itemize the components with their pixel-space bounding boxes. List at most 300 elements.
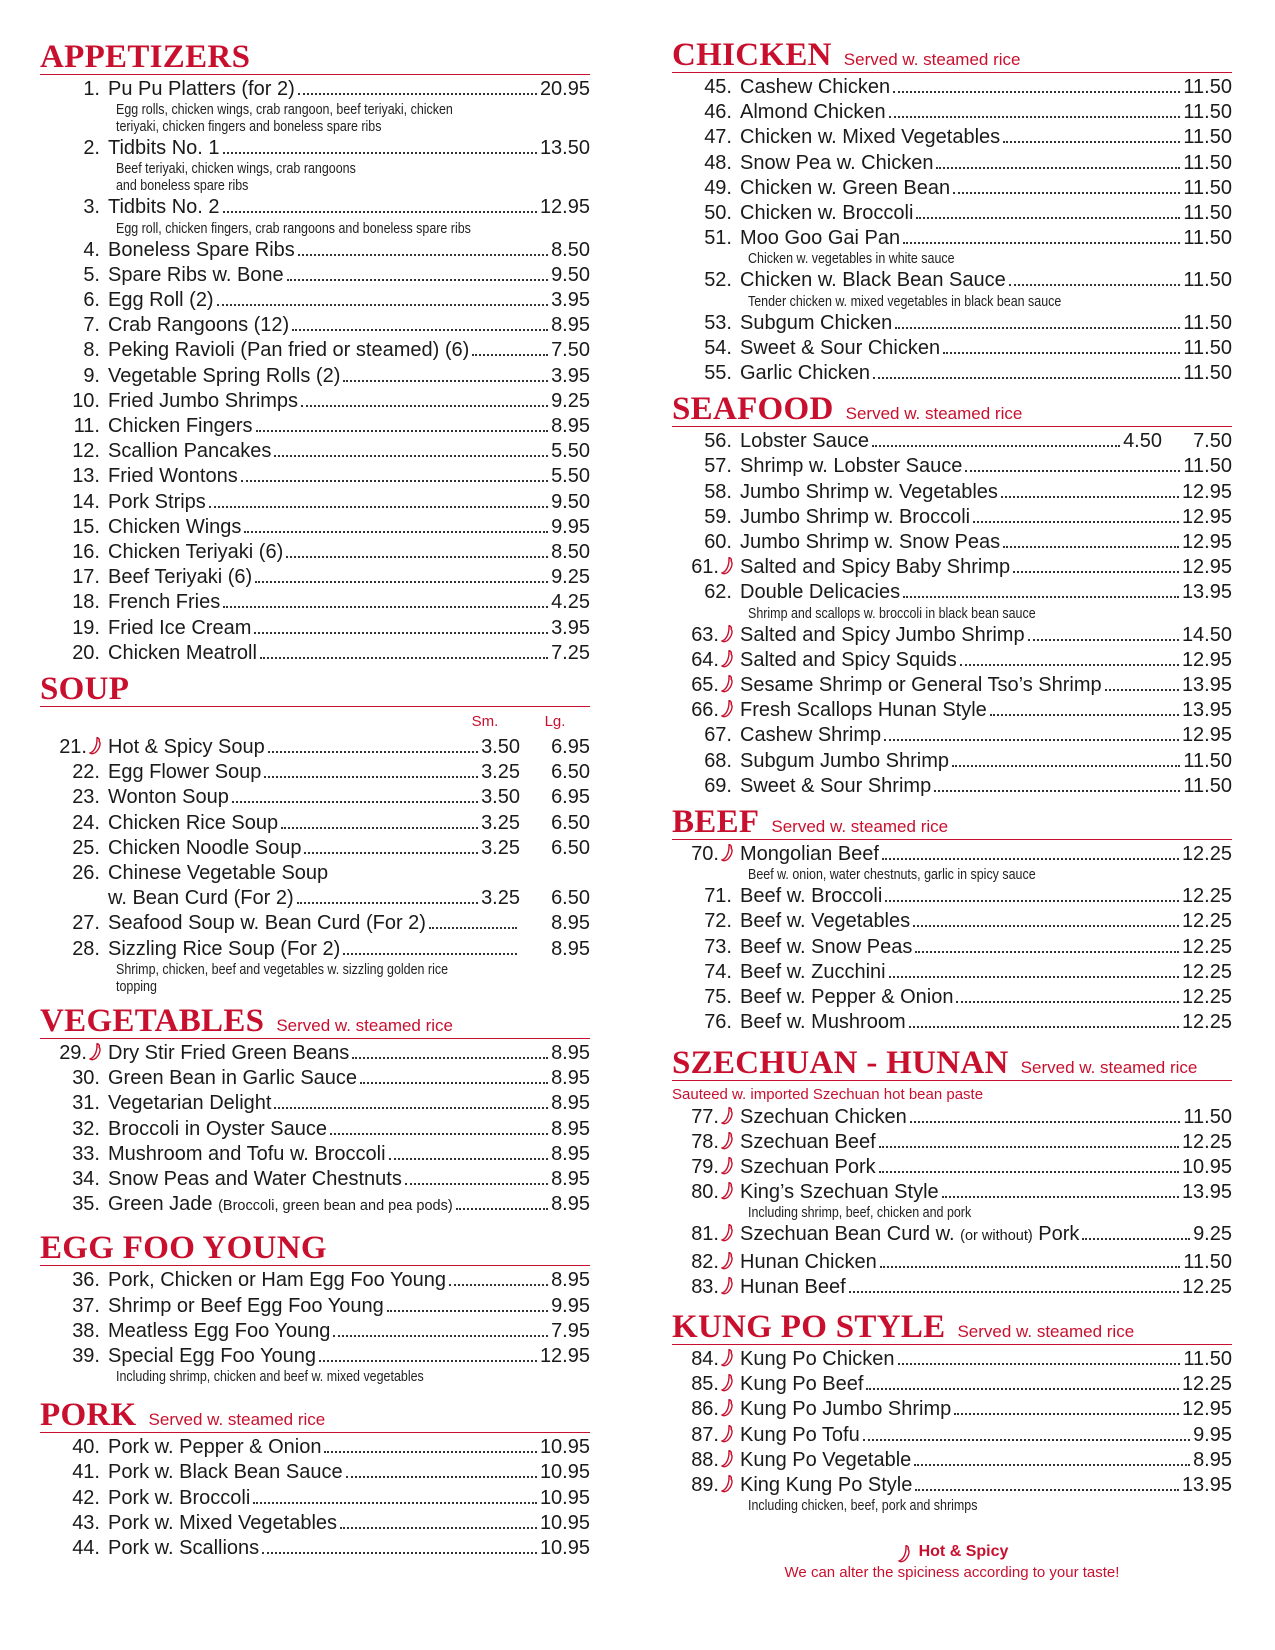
section-header: [672, 1046, 1232, 1081]
item-name: [108, 515, 241, 540]
section-header: [672, 805, 1232, 840]
item-number: [40, 1142, 108, 1167]
item-description: teriyaki, chicken fingers and boneless spare ribs: [116, 119, 382, 136]
dot-leader: [260, 657, 548, 659]
item-list: [40, 1435, 590, 1561]
item-price-large: 6.50: [551, 887, 590, 910]
section-vegetables: [40, 1004, 590, 1219]
chili-pepper-icon: [720, 650, 736, 668]
item-number: [40, 490, 108, 515]
item-number-text: 53.: [704, 311, 732, 334]
menu-item: [672, 884, 1232, 909]
item-name-text: Szechuan Chicken: [740, 1105, 907, 1128]
item-price: 12.95: [539, 196, 590, 219]
item-number-text: 5.: [83, 263, 100, 286]
item-name-text: Fresh Scallops Hunan Style: [740, 699, 987, 722]
menu-item-row: [672, 1222, 1232, 1249]
item-number-text: 87.: [691, 1423, 719, 1446]
menu-item-row: [672, 1473, 1232, 1498]
item-number: [672, 985, 740, 1010]
item-name-text: Chicken w. Green Bean: [740, 176, 951, 199]
item-name: [108, 288, 214, 313]
item-name: [740, 1372, 863, 1397]
dot-leader: [953, 192, 1180, 194]
item-name-text: Fried Jumbo Shrimps: [108, 389, 299, 412]
item-name-text: Jumbo Shrimp w. Broccoli: [740, 505, 971, 528]
item-name-text: Almond Chicken: [740, 101, 886, 124]
item-name: [108, 1117, 327, 1142]
item-number-text: 49.: [704, 176, 732, 199]
item-name: [740, 311, 892, 336]
item-name-text: Fried Ice Cream: [108, 616, 252, 639]
menu-item-row: [40, 195, 590, 220]
item-name-text: Jumbo Shrimp w. Vegetables: [740, 480, 998, 503]
menu-item-row: [40, 1117, 590, 1142]
item-number-text: 45.: [704, 76, 732, 98]
item-number: [672, 505, 740, 530]
dot-leader: [387, 1310, 548, 1312]
item-name: [108, 1091, 271, 1116]
item-description: Tender chicken w. mixed vegetables in black bean sauce: [748, 293, 1062, 310]
menu-item: [672, 985, 1232, 1010]
item-number-text: 10.: [72, 389, 100, 412]
item-number: [672, 1222, 740, 1247]
item-number: [672, 723, 740, 748]
item-number-text: 20.: [72, 641, 100, 664]
item-price: 10.95: [1181, 1155, 1232, 1178]
item-name: [108, 414, 253, 439]
item-number: [672, 1155, 740, 1180]
item-price: 3.95: [551, 616, 590, 639]
item-name-text: Beef Teriyaki (6): [108, 566, 253, 589]
item-number: [40, 1294, 108, 1319]
item-name: [740, 774, 931, 799]
item-price: 3.50: [481, 786, 520, 809]
dot-leader: [346, 1476, 537, 1478]
item-price: 13.95: [1181, 674, 1232, 697]
item-price: 12.25: [1181, 843, 1232, 866]
item-number: [672, 1372, 740, 1397]
menu-item: [672, 673, 1232, 698]
item-number: [672, 673, 740, 698]
item-number: [672, 1130, 740, 1155]
menu-item: [672, 1250, 1232, 1275]
item-price: 3.25: [481, 887, 520, 910]
chili-pepper-icon: [720, 625, 736, 643]
dot-leader: [913, 925, 1179, 927]
item-number-text: 82.: [691, 1250, 719, 1273]
item-number: [672, 580, 740, 605]
section-subtitle: Served w. steamed rice: [845, 404, 1023, 424]
item-number: [672, 226, 740, 251]
item-price: 4.50: [1123, 430, 1162, 453]
item-price: 10.95: [539, 1536, 590, 1559]
item-name-note: (or without): [960, 1228, 1033, 1245]
menu-item-row: [40, 1167, 590, 1192]
menu-item-row: [40, 1066, 590, 1091]
item-number-text: 6.: [83, 289, 100, 312]
item-number-text: 24.: [72, 811, 100, 834]
dot-leader: [352, 1057, 548, 1059]
item-name: [108, 590, 220, 615]
dot-leader: [262, 1552, 537, 1554]
item-list: [40, 77, 590, 666]
item-name: [108, 616, 251, 641]
chili-pepper-icon: [720, 700, 736, 718]
menu-item: [40, 1536, 590, 1561]
item-price-large: 6.95: [551, 736, 590, 759]
menu-item: [40, 414, 590, 439]
item-price: 11.50: [1183, 1347, 1232, 1370]
menu-item: [40, 1066, 590, 1091]
item-number-text: 13.: [72, 465, 100, 488]
item-description: Beef teriyaki, chicken wings, crab rangoons: [116, 161, 356, 178]
item-number-text: 18.: [72, 591, 100, 614]
dot-leader: [879, 1146, 1179, 1148]
section-title: SZECHUAN - HUNAN: [672, 1044, 1009, 1081]
item-price: 10.95: [539, 1486, 590, 1509]
item-price: 11.50: [1183, 749, 1232, 772]
menu-item-row: [672, 125, 1232, 150]
item-number: [40, 136, 108, 161]
item-name-text: Chicken w. Broccoli: [740, 202, 914, 225]
item-name: [108, 540, 283, 565]
item-name-text: Meatless Egg Foo Young: [108, 1319, 331, 1342]
section-header: [672, 38, 1232, 73]
menu-item: [672, 201, 1232, 226]
item-price: 13.95: [1181, 699, 1232, 722]
item-name-text: Fried Wontons: [108, 465, 238, 488]
item-name: [108, 389, 298, 414]
item-name-text: Double Delicacies: [740, 581, 901, 604]
item-name-text: Subgum Jumbo Shrimp: [740, 749, 949, 772]
item-number: [672, 336, 740, 361]
item-number-text: 55.: [704, 362, 732, 385]
menu-item-row: [672, 884, 1232, 909]
item-description: Including chicken, beef, pork and shrimps: [748, 1498, 978, 1515]
item-name-text: Special Egg Foo Young: [108, 1344, 316, 1367]
item-name-text: Salted and Spicy Baby Shrimp: [740, 556, 1011, 579]
dot-leader: [456, 1208, 548, 1210]
section-title: PORK: [40, 1397, 137, 1434]
section-title: VEGETABLES: [40, 1002, 265, 1039]
menu-item-row: [672, 1250, 1232, 1275]
item-price: 12.25: [1181, 885, 1232, 908]
dot-leader: [879, 1171, 1179, 1173]
item-name-text: Pork, Chicken or Ham Egg Foo Young: [108, 1269, 446, 1292]
menu-item-row: [672, 151, 1232, 176]
item-name: [108, 811, 278, 836]
item-number: [672, 176, 740, 201]
item-number: [40, 735, 108, 760]
menu-item: [672, 268, 1232, 310]
item-name: [740, 125, 1000, 150]
item-name: [740, 580, 900, 605]
dot-leader: [209, 506, 548, 508]
dot-leader: [274, 1107, 548, 1109]
dot-leader: [253, 1502, 537, 1504]
dot-leader: [223, 152, 537, 154]
section-subtitle: Served w. steamed rice: [771, 817, 949, 837]
item-number-text: 27.: [72, 912, 100, 935]
item-price: 11.50: [1183, 455, 1232, 478]
menu-item: [672, 480, 1232, 505]
item-name: [108, 641, 257, 666]
item-number-text: 29.: [59, 1041, 87, 1064]
item-name: [740, 1275, 846, 1300]
menu-item-row: [40, 1460, 590, 1485]
item-price: 12.25: [1181, 1130, 1232, 1153]
item-name: [740, 176, 950, 201]
menu-item-row: [672, 723, 1232, 748]
item-price: 8.95: [551, 314, 590, 337]
chili-pepper-icon: [720, 675, 736, 693]
menu-item: [40, 836, 590, 861]
item-price-large: 6.95: [551, 786, 590, 809]
item-number-text: 83.: [691, 1275, 719, 1298]
menu-item: [40, 195, 590, 237]
dot-leader: [880, 1266, 1181, 1268]
dot-leader: [298, 254, 548, 256]
item-number: [672, 454, 740, 479]
dot-leader: [244, 531, 548, 533]
item-name-text: Mushroom and Tofu w. Broccoli: [108, 1142, 386, 1165]
item-name: [108, 364, 340, 389]
dot-leader: [889, 976, 1179, 978]
item-name: [740, 336, 940, 361]
item-number-text: 81.: [691, 1223, 719, 1246]
menu-item-row: [40, 641, 590, 666]
menu-item-row: [40, 288, 590, 313]
item-price: 11.50: [1183, 101, 1232, 124]
menu-item-row: [40, 1486, 590, 1511]
item-name-text: Pork w. Pepper & Onion: [108, 1436, 322, 1459]
size-large-label: Lg.: [544, 713, 566, 731]
dot-leader: [954, 1413, 1179, 1415]
menu-item-row: [40, 937, 590, 962]
right-menu-column: [672, 38, 1232, 1581]
item-number-text: 66.: [691, 699, 719, 722]
item-number-text: 75.: [704, 986, 732, 1009]
item-number-text: 72.: [704, 910, 732, 933]
item-name: [108, 1192, 453, 1219]
item-name: [108, 1142, 386, 1167]
legend-row: [672, 1543, 1232, 1561]
item-price: 12.95: [1181, 1398, 1232, 1421]
item-number-text: 59.: [704, 505, 732, 528]
section-soup: [40, 672, 590, 996]
dot-leader: [915, 1489, 1179, 1491]
item-number-text: 23.: [72, 786, 100, 809]
item-number-text: 57.: [704, 455, 732, 478]
item-price: 12.25: [1181, 1373, 1232, 1396]
item-number: [672, 648, 740, 673]
item-description: topping: [116, 978, 157, 995]
chili-pepper-icon: [720, 1224, 736, 1242]
menu-item: [40, 136, 590, 195]
menu-item: [40, 338, 590, 363]
menu-item: [672, 623, 1232, 648]
item-name: [740, 1347, 895, 1372]
menu-item-row: [40, 811, 590, 836]
chili-pepper-icon: [720, 557, 736, 575]
item-price: 12.95: [1181, 505, 1232, 528]
chili-pepper-icon: [720, 1450, 736, 1468]
spicy-legend: [672, 1543, 1232, 1581]
menu-item-row: [40, 861, 590, 886]
item-number-text: 17.: [72, 566, 100, 589]
size-small-label: Sm.: [471, 713, 499, 731]
item-number: [40, 414, 108, 439]
dot-leader: [405, 1183, 548, 1185]
menu-item-row: [40, 1319, 590, 1344]
item-name: [108, 136, 220, 161]
menu-item: [672, 176, 1232, 201]
section-seafood: [672, 392, 1232, 799]
item-price: 8.50: [551, 238, 590, 261]
item-number-text: 84.: [691, 1347, 719, 1370]
item-name-text: Chicken Rice Soup: [108, 811, 279, 834]
menu-item: [40, 1294, 590, 1319]
menu-item-row: [40, 785, 590, 810]
item-list: [672, 842, 1232, 1035]
chili-pepper-icon: [720, 1374, 736, 1392]
menu-item-row: [672, 454, 1232, 479]
item-name-text: Sesame Shrimp or General Tso’s Shrimp: [740, 674, 1102, 697]
item-number: [40, 1066, 108, 1091]
item-number-text: 47.: [704, 126, 732, 149]
item-number: [672, 935, 740, 960]
item-number-text: 85.: [691, 1373, 719, 1396]
section-subtitle: Served w. steamed rice: [843, 50, 1021, 69]
item-number-text: 19.: [72, 616, 100, 639]
item-name-text: Broccoli in Oyster Sauce: [108, 1117, 327, 1140]
item-number: [40, 439, 108, 464]
menu-item: [40, 1486, 590, 1511]
item-number: [40, 1536, 108, 1561]
menu-item: [672, 749, 1232, 774]
menu-item: [40, 288, 590, 313]
item-name-text: Kung Po Vegetable: [740, 1448, 912, 1471]
item-price: 9.95: [1193, 1423, 1232, 1446]
item-number-text: 1.: [83, 78, 100, 100]
item-number: [672, 1473, 740, 1498]
item-number-text: 39.: [72, 1344, 100, 1367]
section-pork: [40, 1398, 590, 1561]
menu-item-row: [672, 176, 1232, 201]
menu-item: [672, 723, 1232, 748]
menu-item-row: [40, 1294, 590, 1319]
item-price: 12.25: [1181, 910, 1232, 933]
item-list: [672, 429, 1232, 799]
item-name: [740, 1397, 951, 1422]
menu-item-row: [672, 1180, 1232, 1205]
item-number: [672, 1275, 740, 1300]
menu-item-row: [40, 1268, 590, 1293]
item-name: [108, 1486, 250, 1511]
menu-item-row: [672, 75, 1232, 100]
item-name: [740, 429, 869, 454]
menu-item: [672, 774, 1232, 799]
menu-item-row: [672, 555, 1232, 580]
item-number: [672, 201, 740, 226]
menu-item: [672, 555, 1232, 580]
dot-leader: [910, 1121, 1181, 1123]
item-price: 3.25: [481, 761, 520, 784]
menu-item-row: [672, 985, 1232, 1010]
dot-leader: [914, 1464, 1190, 1466]
menu-item-row: [40, 77, 590, 102]
dot-leader: [241, 480, 548, 482]
menu-item: [40, 490, 590, 515]
item-name: [108, 338, 469, 363]
menu-item: [672, 1275, 1232, 1300]
item-price: 9.95: [551, 515, 590, 538]
item-name: [108, 238, 295, 263]
item-number: [672, 842, 740, 867]
menu-item-row: [672, 100, 1232, 125]
item-name-text: Wonton Soup: [108, 786, 229, 809]
menu-item-row: [40, 590, 590, 615]
dot-leader: [274, 455, 548, 457]
dot-leader: [889, 116, 1181, 118]
item-price: 3.95: [551, 289, 590, 312]
item-name: [740, 673, 1102, 698]
item-price: 12.95: [1181, 531, 1232, 554]
menu-item-row: [672, 673, 1232, 698]
item-number-text: 61.: [691, 556, 719, 579]
item-number: [672, 311, 740, 336]
item-price: 9.25: [551, 389, 590, 412]
item-number-text: 42.: [72, 1486, 100, 1509]
item-name: [108, 1041, 349, 1066]
menu-item: [40, 616, 590, 641]
item-number: [672, 1423, 740, 1448]
item-number: [40, 1041, 108, 1066]
item-name: [108, 263, 284, 288]
menu-item: [672, 1423, 1232, 1448]
item-name: [740, 723, 881, 748]
item-price: 8.95: [551, 912, 590, 935]
menu-item-row: [672, 505, 1232, 530]
menu-item: [40, 1319, 590, 1344]
item-number: [40, 1268, 108, 1293]
item-price: 12.25: [1181, 960, 1232, 983]
section-header: [40, 1398, 590, 1433]
item-name: [740, 1423, 860, 1448]
item-number: [40, 338, 108, 363]
item-number: [672, 268, 740, 293]
item-price: 7.95: [551, 1319, 590, 1342]
menu-item: [40, 861, 590, 911]
item-number: [40, 288, 108, 313]
chili-pepper-icon: [720, 1107, 736, 1125]
item-number-text: 64.: [691, 648, 719, 671]
item-number: [672, 1250, 740, 1275]
menu-item: [40, 263, 590, 288]
item-number-text: 48.: [704, 151, 732, 174]
item-name-text: Lobster Sauce: [740, 430, 869, 453]
section-title: SEAFOOD: [672, 391, 834, 428]
item-price: 8.95: [551, 1092, 590, 1115]
legend-note: We can alter the spiciness according to your taste!: [784, 1564, 1120, 1582]
menu-item-row: [672, 842, 1232, 867]
item-number-text: 30.: [72, 1067, 100, 1090]
item-name-text: King’s Szechuan Style: [740, 1181, 939, 1204]
item-number: [40, 1435, 108, 1460]
dot-leader: [885, 900, 1179, 902]
item-name-text: Subgum Chicken: [740, 311, 893, 334]
